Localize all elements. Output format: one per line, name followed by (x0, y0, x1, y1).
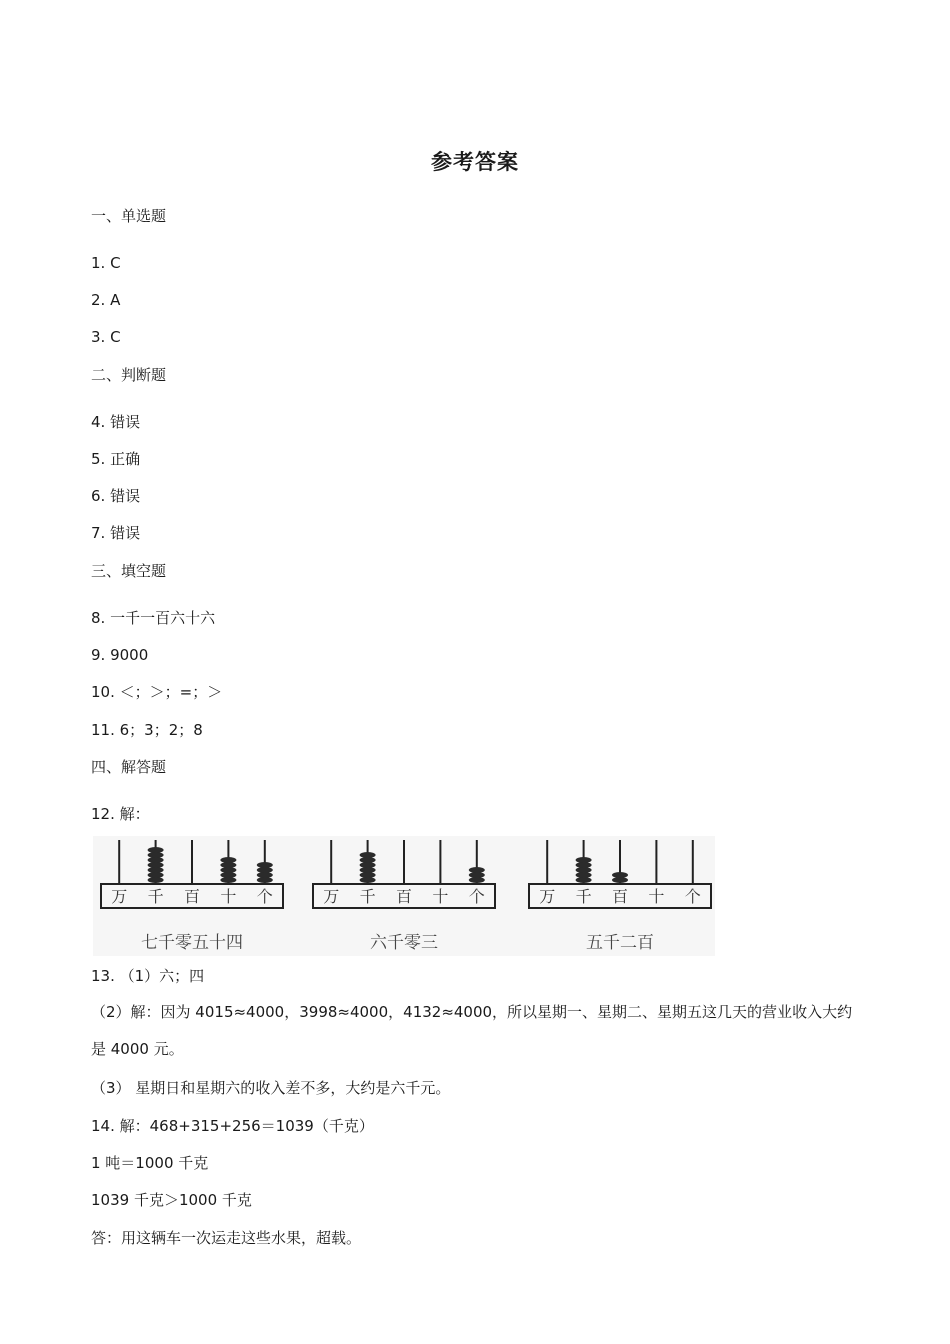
abacus-bead (469, 867, 485, 873)
answer-14-line-3: 1039 千克＞1000 千克 (91, 1191, 252, 1209)
abacus-place-label: 个 (684, 887, 701, 906)
answer-14-line-4: 答：用这辆车一次运走这些水果，超载。 (91, 1229, 362, 1247)
abacus-place-label: 个 (256, 887, 273, 906)
answer-13-part-1: 13. （1）六；四 (91, 967, 205, 985)
abacus-place-label: 百 (183, 887, 201, 906)
answer-4: 4. 错误 (91, 413, 141, 431)
abacus-place-label: 个 (468, 887, 485, 906)
answer-5: 5. 正确 (91, 450, 141, 468)
answer-11: 11. 6；3；2；8 (91, 721, 203, 739)
answer-7: 7. 错误 (91, 524, 141, 542)
abacus-caption: 七千零五十四 (141, 933, 243, 953)
abacus-place-label: 万 (111, 887, 128, 906)
abacus-place-label: 百 (395, 887, 413, 906)
abacus-3 (529, 840, 711, 953)
abacus-caption: 六千零三 (370, 933, 438, 953)
answer-10: 10. ＜；＞；=；＞ (91, 683, 223, 701)
section-heading-solve: 四、解答题 (91, 758, 167, 776)
abacus-bead (148, 847, 164, 853)
answer-6: 6. 错误 (91, 487, 141, 505)
abacus-place-label: 百 (611, 887, 629, 906)
abacus-2 (313, 840, 495, 953)
section-heading-single-choice: 一、单选题 (91, 207, 167, 225)
section-heading-fill-blank: 三、填空题 (91, 562, 167, 580)
section-heading-true-false: 二、判断题 (91, 366, 167, 384)
abacus-place-label: 千 (147, 887, 164, 906)
answer-1: 1. C (91, 254, 121, 272)
abacus-place-label: 十 (220, 887, 237, 906)
abacus-place-label: 万 (539, 887, 556, 906)
answer-14-line-2: 1 吨＝1000 千克 (91, 1154, 209, 1172)
abacus-place-label: 十 (432, 887, 449, 906)
abacus-figure (93, 836, 715, 956)
answer-14-line-1: 14. 解：468+315+256＝1039（千克） (91, 1117, 374, 1135)
answer-9: 9. 9000 (91, 646, 149, 664)
abacus-place-label: 万 (323, 887, 340, 906)
abacus-place-label: 十 (648, 887, 665, 906)
abacus-drawing (93, 836, 715, 956)
abacus-place-label: 千 (359, 887, 376, 906)
abacus-place-label: 千 (575, 887, 592, 906)
abacus-bead (360, 852, 376, 858)
abacus-1 (101, 840, 283, 953)
answer-13-part-2: （2）解：因为 4015≈4000，3998≈4000，4132≈4000，所以星期一、星期二、星期五这几天的营业收入大约是 4000 元。 (91, 1003, 853, 1058)
answer-2: 2. A (91, 291, 121, 309)
abacus-bead (220, 857, 236, 863)
answer-13-part-3: （3） 星期日和星期六的收入差不多，大约是六千元。 (91, 1079, 451, 1097)
answer-12: 12. 解： (91, 805, 150, 823)
abacus-caption: 五千二百 (586, 933, 654, 953)
abacus-bead (612, 872, 628, 878)
answer-8: 8. 一千一百六十六 (91, 609, 216, 627)
abacus-bead (257, 862, 273, 868)
answer-3: 3. C (91, 328, 121, 346)
abacus-bead (576, 857, 592, 863)
page-title: 参考答案 (431, 150, 519, 174)
